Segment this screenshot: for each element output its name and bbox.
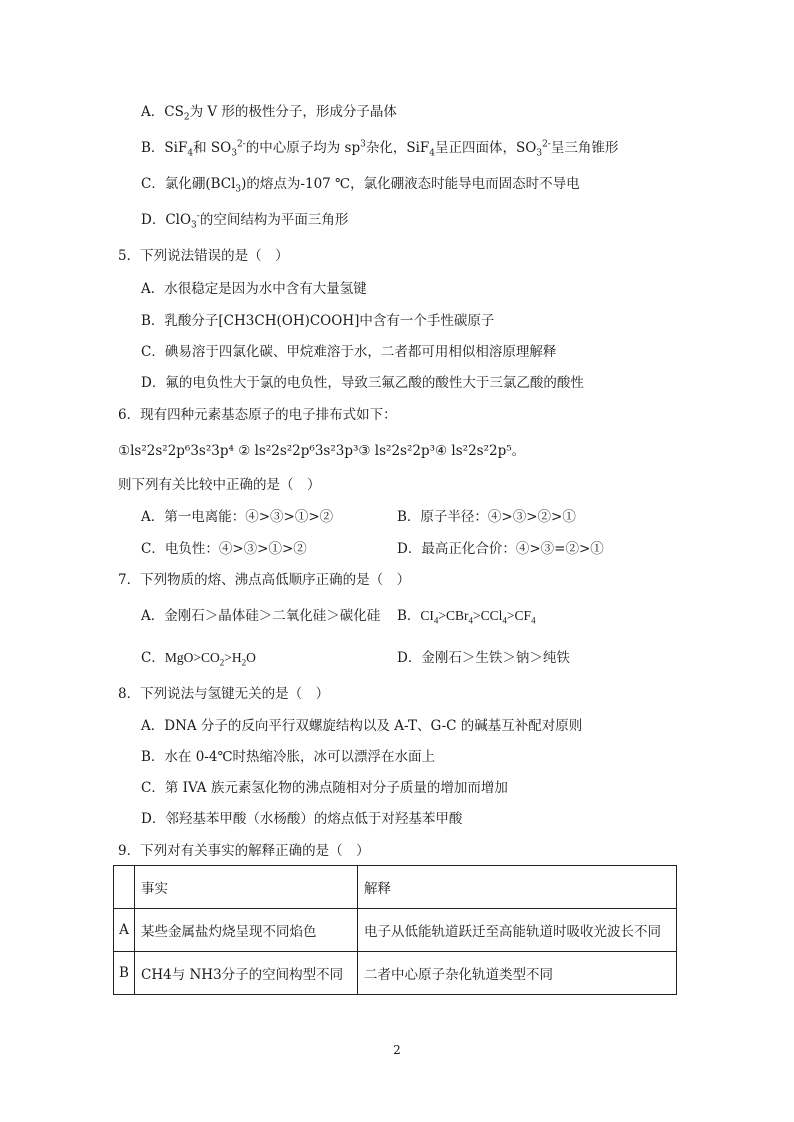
q8-option-c: C．第 IVA 族元素氢化物的沸点随相对分子质量的增加而增加 (141, 780, 508, 796)
q6-option-d: D．最高正化合价：④>③=②>① (397, 541, 604, 557)
table-header-cell: 解释 (358, 866, 677, 909)
q6-configs: ①ls²2s²2p⁶3s²3p⁴ ② ls²2s²2p⁶3s²3p³③ ls²2s²2p³④ ls²2s²2p⁵。 (118, 443, 526, 459)
q5-option-c: C．碘易溶于四氯化碳、甲烷难溶于水，二者都可用相似相溶原理解释 (141, 344, 557, 360)
q5-option-a: A．水很稳定是因为水中含有大量氢键 (141, 281, 367, 297)
q5-option-b: B．乳酸分子[CH3CH(OH)COOH]中含有一个手性碳原子 (141, 313, 495, 329)
q8-option-b: B．水在 0-4℃时热缩冷胀，冰可以漂浮在水面上 (141, 749, 436, 765)
table-cell: B (114, 952, 135, 995)
table-row (114, 909, 677, 952)
facts-table (113, 865, 677, 995)
q7-stem: 7．下列物质的熔、沸点高低顺序正确的是（ ） (118, 572, 411, 588)
table-cell: A (114, 909, 135, 952)
q4-option-d: D．ClO$_3$-的空间结构为平面三角形 (141, 211, 349, 231)
q7-option-a: A．金刚石＞晶体硅＞二氧化硅＞碳化硅 (141, 608, 381, 624)
q9-stem: 9．下列对有关事实的解释正确的是（ ） (118, 843, 370, 859)
q4-option-a: A．$CS_2$为 V 形的极性分子，形成分子晶体 (141, 104, 397, 123)
table-cell: 二者中心原子杂化轨道类型不同 (358, 952, 677, 995)
q6-stem: 6．现有四种元素基态原子的电子排布式如下： (118, 407, 397, 423)
q8-option-d: D．邻羟基苯甲酸（水杨酸）的熔点低于对羟基苯甲酸 (141, 811, 463, 827)
q4-option-c: C．氯化硼(BCl$_3$)的熔点为-107 ℃，氯化硼液态时能导电而固态时不导电 (141, 176, 580, 195)
q5-stem: 5．下列说法错误的是（ ） (118, 248, 289, 264)
q7-option-b: B．$CI_4>CBr_4>CCl_4>CF_4$ (397, 608, 536, 626)
table-header-cell (114, 866, 135, 909)
q6-stem2: 则下列有关比较中正确的是（ ） (118, 477, 321, 493)
table-header-cell: 事实 (135, 866, 358, 909)
table-cell: CH4与 NH3分子的空间构型不同 (135, 952, 358, 995)
page-number: 2 (393, 1043, 401, 1057)
table-row (114, 952, 677, 995)
q7-option-c: C．$MgO>CO_2>H_2O$ (141, 650, 256, 668)
q6-option-b: B．原子半径：④>③>②>① (397, 509, 576, 525)
q4-option-b: B．SiF$_4$和 $SO_3^{2-}$的中心原子均为 $sp^3$杂化，SiF$_4$呈正四面体，$SO_3^{2-}$呈三角锥形 (141, 139, 619, 159)
table-header-row (114, 866, 677, 909)
q6-option-c: C．电负性：④>③>①>② (141, 541, 307, 557)
q8-stem: 8．下列说法与氢键无关的是（ ） (118, 686, 330, 702)
q6-option-a: A．第一电离能：④>③>①>② (141, 509, 334, 525)
q7-option-d: D．金刚石＞生铁＞钠＞纯铁 (397, 650, 570, 666)
q5-option-d: D．氟的电负性大于氯的电负性，导致三氟乙酸的酸性大于三氯乙酸的酸性 (141, 375, 584, 391)
q8-option-a: A．DNA 分子的反向平行双螺旋结构以及 A-T、G-C 的碱基互补配对原则 (141, 718, 583, 734)
table-cell: 某些金属盐灼烧呈现不同焰色 (135, 909, 358, 952)
table-cell: 电子从低能轨道跃迁至高能轨道时吸收光波长不同 (358, 909, 677, 952)
